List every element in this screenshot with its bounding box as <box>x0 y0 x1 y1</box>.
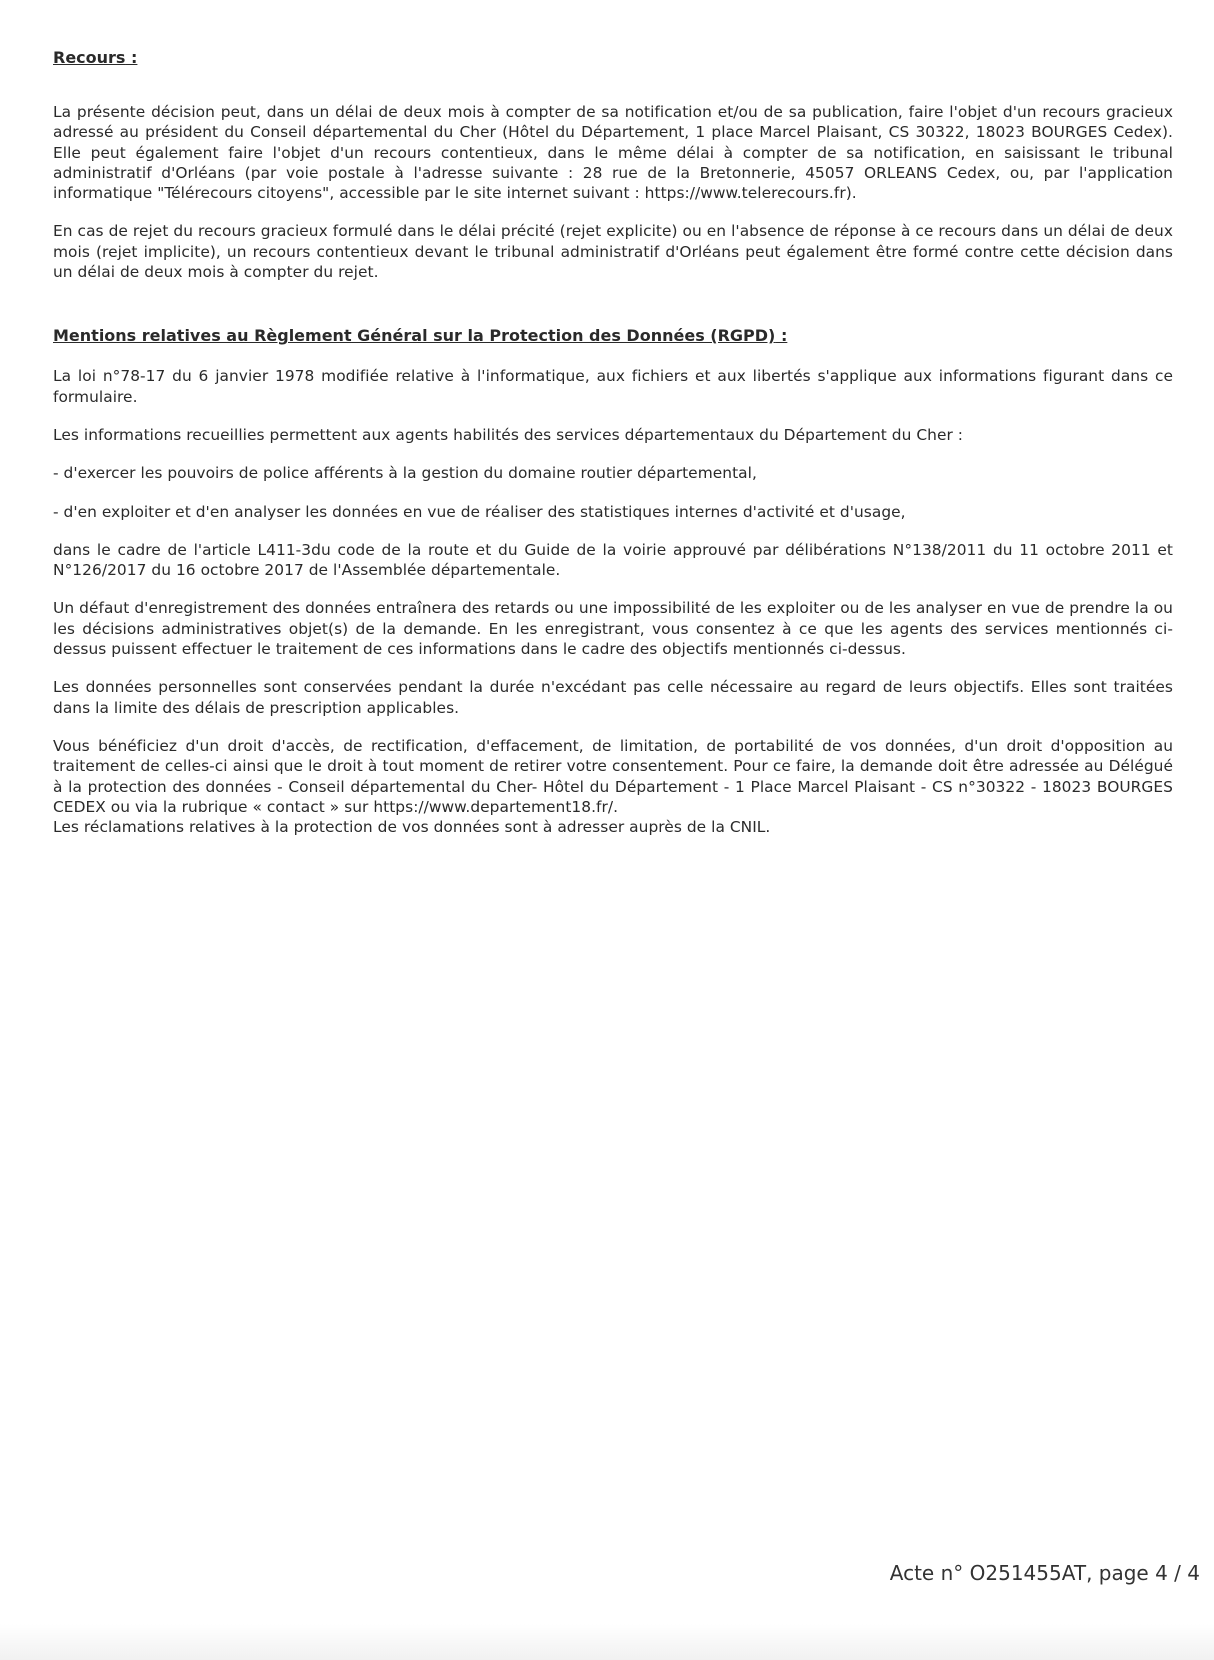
recours-heading <box>53 48 1173 68</box>
rgpd-paragraph-4: Un défaut d'enregistrement des données entraînera des retards ou une impossibilité de les exploiter ou de les analyser en vue de prendre la ou les décisions administratives objet(s) de la demande. En les enregistrant, vous consentez à ce que les agents des services mentionnés ci-dessus puissent effectuer le traitement de ces informations dans le cadre des objectifs mentionnés ci-dessus. <box>53 599 1173 659</box>
rgpd-heading-text: Mentions relatives au Règlement Général sur la Protection des Données (RGPD) <box>53 326 776 346</box>
rgpd-paragraph-1: La loi n°78-17 du 6 janvier 1978 modifiée relative à l'informatique, aux fichiers et aux libertés s'applique aux informations figurant dans ce formulaire. <box>53 367 1173 406</box>
recours-paragraph-2: En cas de rejet du recours gracieux formulé dans le délai précité (rejet explicite) ou en l'absence de réponse à ce recours dans un délai de deux mois (rejet implicite), un recours contentieux devant le tribunal administratif d'Orléans peut également être formé contre cette décision dans un délai de deux mois à compter du rejet. <box>53 222 1173 282</box>
recours-paragraph-1: La présente décision peut, dans un délai de deux mois à compter de sa notification et/ou de sa publication, faire l'objet d'un recours gracieux adressé au président du Conseil départemental du Cher (Hôtel du Département, 1 place Marcel Plaisant, CS 30322, 18023 BOURGES Cedex). Elle peut également faire l'objet d'un recours contentieux, dans le même délai à compter de sa notification, en saisissant le tribunal administratif d'Orléans (par voie postale à l'adresse suivante : 28 rue de la Bretonnerie, 45057 ORLEANS Cedex, ou, par l'application informatique "Télérecours citoyens", accessible par le site internet suivant : https://www.telerecours.fr). <box>53 103 1173 203</box>
scan-bottom-edge <box>0 1624 1214 1660</box>
rgpd-bullet-1: - d'exercer les pouvoirs de police afférents à la gestion du domaine routier départemental, <box>53 464 757 483</box>
rgpd-bullet-2: - d'en exploiter et d'en analyser les données en vue de réaliser des statistiques internes d'activité et d'usage, <box>53 502 906 521</box>
rgpd-paragraph-2: Les informations recueillies permettent aux agents habilités des services départementaux du Département du Cher : <box>53 425 964 444</box>
rgpd-heading <box>53 326 1173 346</box>
document-page <box>53 48 1173 837</box>
rgpd-heading-colon: : <box>775 326 788 346</box>
page-footer: Acte n° O251455AT, page 4 / 4 <box>889 1561 1200 1585</box>
rgpd-paragraph-5: Les données personnelles sont conservées pendant la durée n'excédant pas celle nécessaire au regard de leurs objectifs. Elles sont traitées dans la limite des délais de prescription applicables. <box>53 678 1173 717</box>
rgpd-paragraph-7: Les réclamations relatives à la protection de vos données sont à adresser auprès de la CNIL. <box>53 818 771 837</box>
recours-heading-colon: : <box>125 48 138 67</box>
rgpd-paragraph-3: dans le cadre de l'article L411-3du code de la route et du Guide de la voirie approuvé par délibérations N°138/2011 du 11 octobre 2011 et N°126/2017 du 16 octobre 2017 de l'Assemblée départementale. <box>53 540 1173 580</box>
recours-heading-text: Recours <box>53 48 126 67</box>
rgpd-paragraph-6: Vous bénéficiez d'un droit d'accès, de rectification, d'effacement, de limitation, de portabilité de vos données, d'un droit d'opposition au traitement de celles-ci ainsi que le droit à tout moment de retirer votre consentement. Pour ce faire, la demande doit être adressée au Délégué à la protection des données - Conseil départemental du Cher- Hôtel du Département - 1 Place Marcel Plaisant - CS n°30322 - 18023 BOURGES CEDEX ou via la rubrique « contact » sur https://www.departement18.fr/. <box>53 736 1173 816</box>
